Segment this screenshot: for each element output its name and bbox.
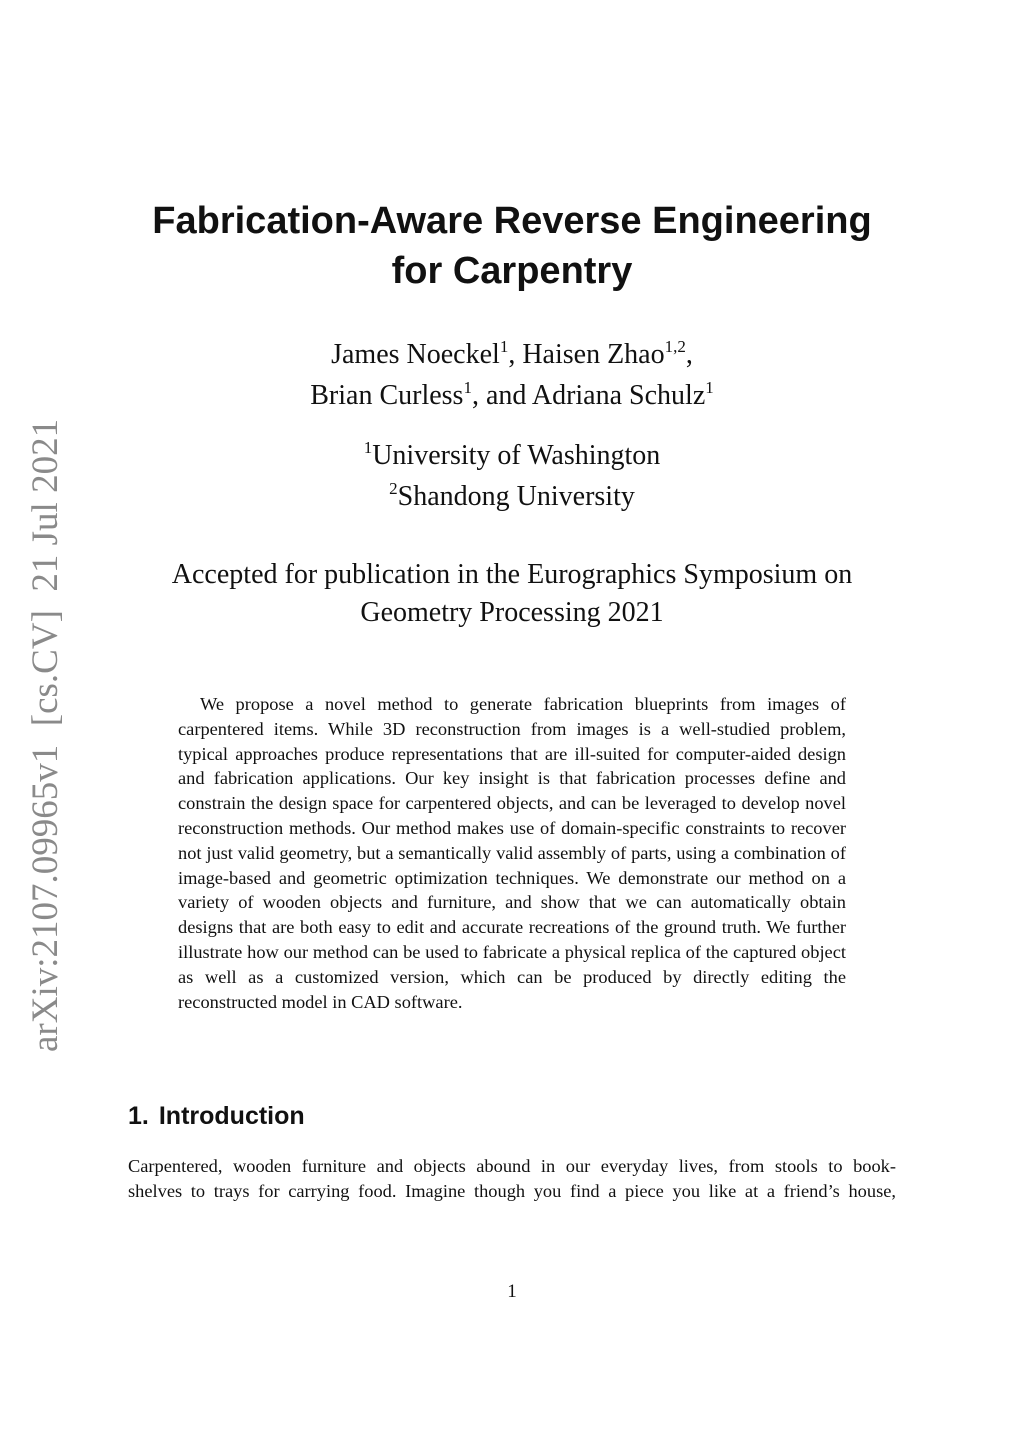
author-affiliation-mark: 1 (463, 378, 472, 397)
paper-title (112, 196, 912, 296)
author-line-1 (112, 336, 912, 377)
author-name: Adriana Schulz (531, 380, 706, 411)
paper-title-line-2: for Carpentry (391, 250, 633, 292)
affiliation-item (112, 437, 912, 478)
affiliation-mark: 1 (363, 438, 373, 457)
author-affiliation-mark: 1,2 (664, 337, 686, 356)
author-list (112, 336, 912, 418)
arxiv-date: 21 Jul 2021 (25, 418, 66, 592)
body-text-line: shelves to trays for carrying food. Imagine though you find a piece you like at a friend’s house, (128, 1180, 896, 1201)
arxiv-id: arXiv:2107.09965v1 (25, 744, 66, 1052)
author-name: James Noeckel (331, 339, 500, 370)
author-affiliation-mark: 1 (705, 378, 714, 397)
venue-line-2: Geometry Processing 2021 (360, 597, 664, 628)
author-line-2 (112, 377, 912, 418)
introduction-paragraph (128, 1154, 896, 1204)
section-title: Introduction (158, 1102, 305, 1130)
author-separator: , (508, 339, 523, 370)
paper-title-line-1: Fabrication-Aware Reverse Engineering (152, 200, 872, 242)
page-number: 1 (507, 1281, 517, 1302)
author-name: Brian Curless (310, 380, 464, 411)
affiliation-mark: 2 (389, 479, 398, 498)
arxiv-identifier-stamp (25, 418, 66, 1052)
publication-venue-note (112, 556, 912, 632)
affiliation-name: University of Washington (372, 440, 661, 471)
author-separator: , (685, 339, 693, 370)
author-affiliation-mark: 1 (499, 337, 509, 356)
author-separator: , and (471, 380, 532, 411)
affiliation-item (112, 478, 912, 519)
affiliation-list (112, 437, 912, 519)
body-text-line: Carpentered, wooden furniture and objects abound in our everyday lives, from stools to book- (128, 1156, 896, 1176)
venue-line-1: Accepted for publication in the Eurographics Symposium on (171, 559, 853, 590)
arxiv-category: [cs.CV] (25, 610, 66, 727)
section-heading-introduction (128, 1100, 305, 1132)
abstract: We propose a novel method to generate fabrication blueprints from images of carpentered items. While 3D reconstruction from images is a well-studied problem, typical approaches produce representations that are ill-suited for computer-aided design and fabrication applications. Our key insight is that fabrication processes define and constrain the design space for carpentered objects, and can be leveraged to develop novel reconstruction methods. Our method makes use of domain-specific constraints to recover not just valid geometry, but a semantically valid assembly of parts, using a combination of image-based and geometric optimization techniques. We demonstrate our method on a variety of wooden objects and furniture, and show that we can automatically obtain designs that are both easy to edit and accurate recreations of the ground truth. We further illustrate how our method can be used to fabricate a physical replica of the captured object as well as a customized version, which can be produced by directly editing the reconstructed model in CAD software. (178, 694, 846, 1012)
author-name: Haisen Zhao (522, 339, 665, 370)
section-number: 1. (128, 1102, 149, 1130)
affiliation-name: Shandong University (397, 481, 635, 512)
